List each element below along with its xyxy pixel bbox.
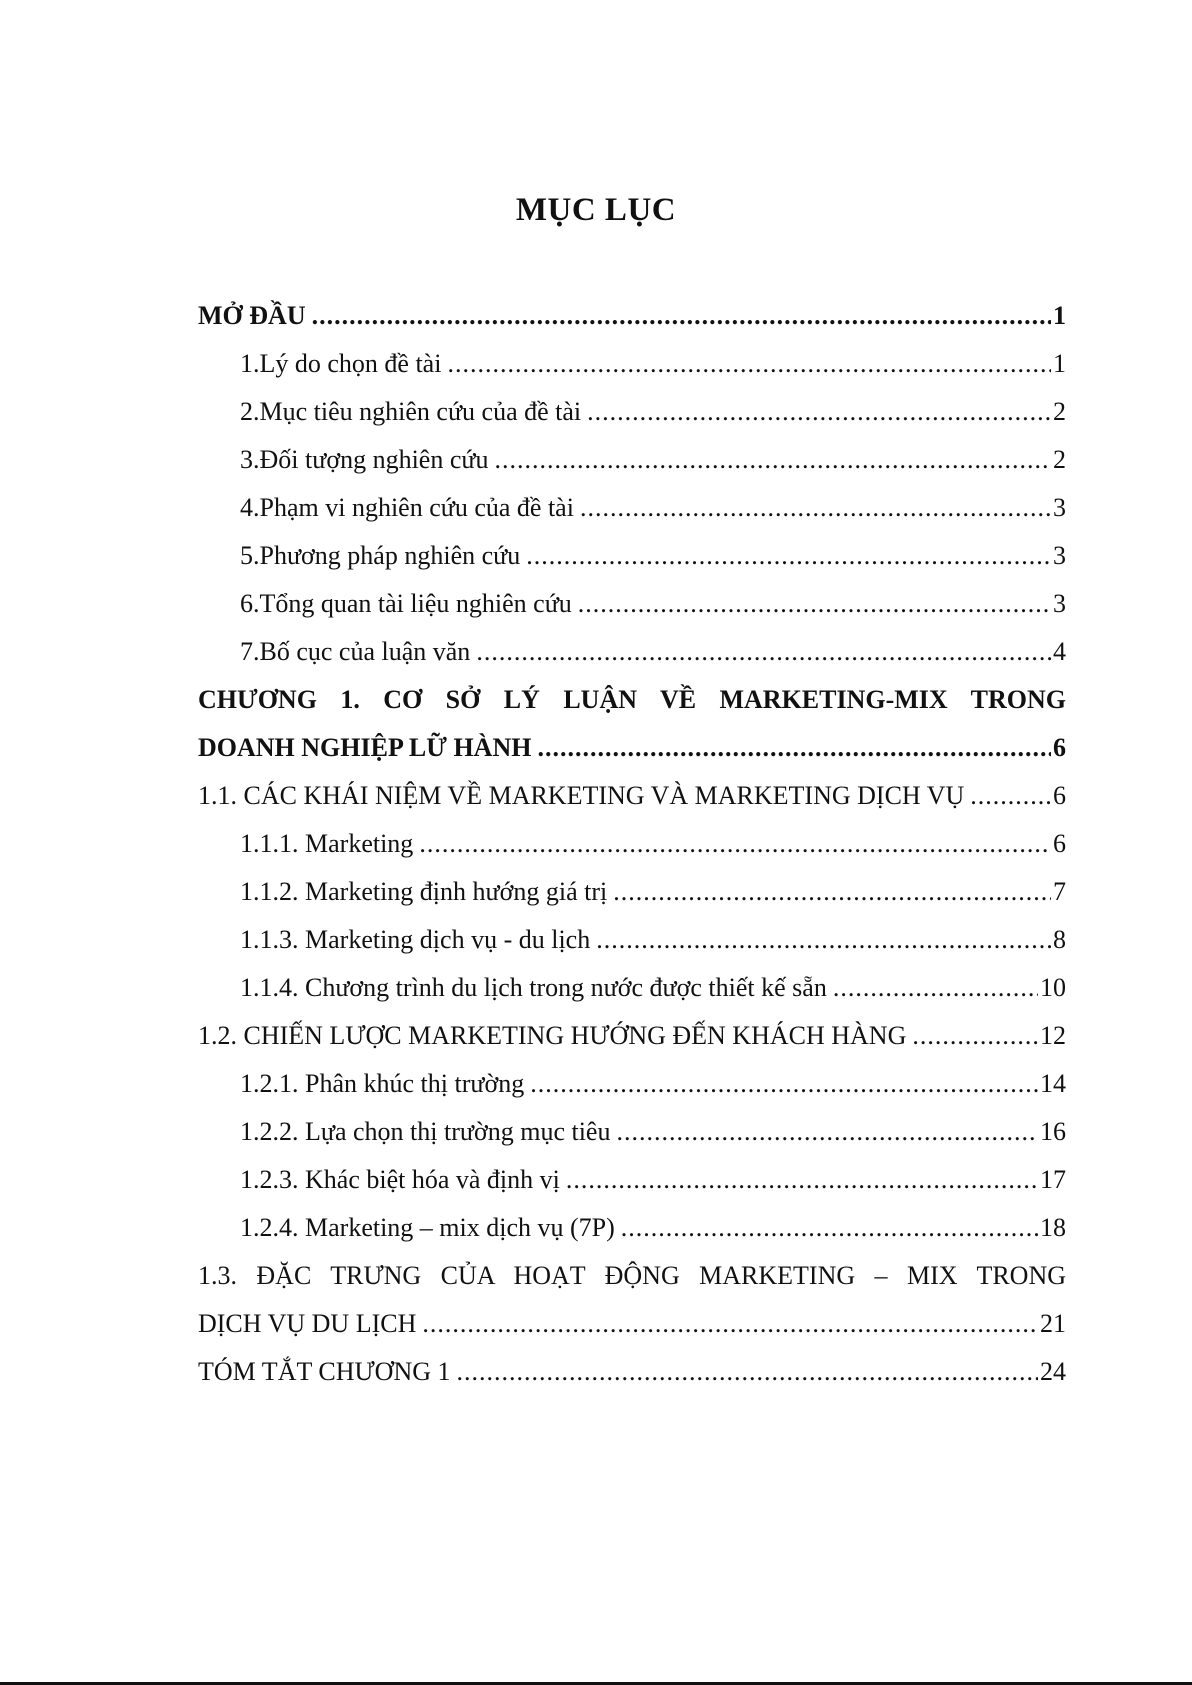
toc-entry — [198, 628, 1066, 676]
toc-page-number: 1 — [1053, 301, 1066, 330]
toc-entry-text: 3.Đối tượng nghiên cứu — [240, 445, 489, 474]
toc-leader-dots — [970, 772, 1051, 820]
toc-page-number: 1 — [1053, 349, 1066, 378]
toc-entry — [198, 1060, 1066, 1108]
toc-entry-text-line1: CHƯƠNG 1. CƠ SỞ LÝ LUẬN VỀ MARKETING-MIX TRONG — [198, 685, 1066, 714]
toc-entry-text: 1.2. CHIẾN LƯỢC MARKETING HƯỚNG ĐẾN KHÁCH HÀNG — [198, 1021, 907, 1050]
toc-page-number: 18 — [1040, 1213, 1066, 1242]
toc-entry — [198, 1156, 1066, 1204]
toc-entry-text: 1.2.4. Marketing – mix dịch vụ (7P) — [240, 1213, 615, 1242]
toc-entry-text: 1.2.1. Phân khúc thị trường — [240, 1069, 525, 1098]
toc-leader-dots — [833, 964, 1038, 1012]
toc-entry — [198, 1204, 1066, 1252]
toc-leader-dots — [621, 1204, 1038, 1252]
toc-entry — [198, 292, 1066, 340]
toc-leader-dots — [613, 868, 1051, 916]
page-title: MỤC LỤC — [515, 192, 677, 228]
toc-page-number: 10 — [1040, 973, 1066, 1002]
toc-entry — [198, 484, 1066, 532]
toc-entry — [198, 1012, 1066, 1060]
toc-entry-text: 1.1.3. Marketing dịch vụ - du lịch — [240, 925, 591, 954]
toc-page-number: 6 — [1053, 733, 1066, 762]
toc-entry — [198, 580, 1066, 628]
toc-entry-text: 1.2.2. Lựa chọn thị trường mục tiêu — [240, 1117, 611, 1146]
toc-page-number: 7 — [1053, 877, 1066, 906]
toc-entry — [198, 868, 1066, 916]
toc-page-number: 2 — [1053, 445, 1066, 474]
toc-entry — [198, 1108, 1066, 1156]
toc-entry — [198, 1348, 1066, 1396]
toc-leader-dots — [530, 1060, 1038, 1108]
toc-entry-text: TÓM TẮT CHƯƠNG 1 — [198, 1357, 451, 1386]
toc-leader-dots — [912, 1012, 1038, 1060]
toc-leader-dots — [587, 388, 1051, 436]
toc-page-number: 6 — [1053, 781, 1066, 810]
toc-entry-text: 1.1.2. Marketing định hướng giá trị — [240, 877, 608, 906]
toc-entry-text: 1.1. CÁC KHÁI NIỆM VỀ MARKETING VÀ MARKETING DỊCH VỤ — [198, 781, 965, 810]
toc-entry-text: MỞ ĐẦU — [198, 301, 306, 330]
toc-entry — [198, 772, 1066, 820]
toc-entry-chapter-1 — [198, 676, 1066, 772]
toc-page-number: 3 — [1053, 493, 1066, 522]
toc-page-number: 16 — [1040, 1117, 1066, 1146]
toc-leader-dots — [566, 1156, 1038, 1204]
toc-leader-dots — [447, 340, 1051, 388]
toc-leader-dots — [578, 580, 1051, 628]
toc-entry-line2 — [198, 724, 1066, 772]
toc-leader-dots — [537, 724, 1051, 772]
toc-leader-dots — [494, 436, 1051, 484]
toc-leader-dots — [476, 628, 1051, 676]
toc-entry — [198, 388, 1066, 436]
toc-leader-dots — [580, 484, 1051, 532]
toc-entry — [198, 532, 1066, 580]
toc-page-number: 21 — [1040, 1309, 1066, 1338]
toc-leader-dots — [422, 1300, 1038, 1348]
toc-entry-text: 6.Tổng quan tài liệu nghiên cứu — [240, 589, 572, 618]
toc-entry-line2 — [198, 1300, 1066, 1348]
toc-leader-dots — [419, 820, 1051, 868]
toc-page-number: 8 — [1053, 925, 1066, 954]
toc-entry-text: 1.Lý do chọn đề tài — [240, 349, 442, 378]
toc-leader-dots — [616, 1108, 1038, 1156]
toc-page-number: 14 — [1040, 1069, 1066, 1098]
toc-page-number: 17 — [1040, 1165, 1066, 1194]
toc-entry-section-1-3 — [198, 1252, 1066, 1348]
toc-page-number: 2 — [1053, 397, 1066, 426]
toc-entry — [198, 436, 1066, 484]
toc-entry-text: 2.Mục tiêu nghiên cứu của đề tài — [240, 397, 582, 426]
toc-entry — [198, 964, 1066, 1012]
toc-page-number: 3 — [1053, 589, 1066, 618]
toc-entry-text-line1: 1.3. ĐẶC TRƯNG CỦA HOẠT ĐỘNG MARKETING – MIX TRONG — [198, 1261, 1066, 1290]
toc-entry-text: 1.2.3. Khác biệt hóa và định vị — [240, 1165, 560, 1194]
toc-entry-text: 1.1.1. Marketing — [240, 829, 414, 858]
table-of-contents — [198, 292, 1066, 1396]
toc-page-number: 6 — [1053, 829, 1066, 858]
toc-page-number: 3 — [1053, 541, 1066, 570]
toc-entry — [198, 820, 1066, 868]
toc-entry — [198, 340, 1066, 388]
toc-leader-dots — [457, 1348, 1039, 1396]
toc-entry-text: 1.1.4. Chương trình du lịch trong nước được thiết kế sẵn — [240, 973, 827, 1002]
toc-page-number: 24 — [1040, 1357, 1066, 1386]
toc-entry — [198, 916, 1066, 964]
toc-leader-dots — [312, 292, 1051, 340]
toc-entry-text: 5.Phương pháp nghiên cứu — [240, 541, 521, 570]
toc-entry-text-line2: DOANH NGHIỆP LỮ HÀNH — [198, 733, 532, 762]
toc-entry-text: 7.Bố cục của luận văn — [240, 637, 471, 666]
toc-leader-dots — [596, 916, 1051, 964]
toc-entry-text-line2: DỊCH VỤ DU LỊCH — [198, 1309, 417, 1338]
toc-leader-dots — [526, 532, 1051, 580]
toc-page-number: 12 — [1040, 1021, 1066, 1050]
toc-page-number: 4 — [1053, 637, 1066, 666]
toc-entry-text: 4.Phạm vi nghiên cứu của đề tài — [240, 493, 574, 522]
